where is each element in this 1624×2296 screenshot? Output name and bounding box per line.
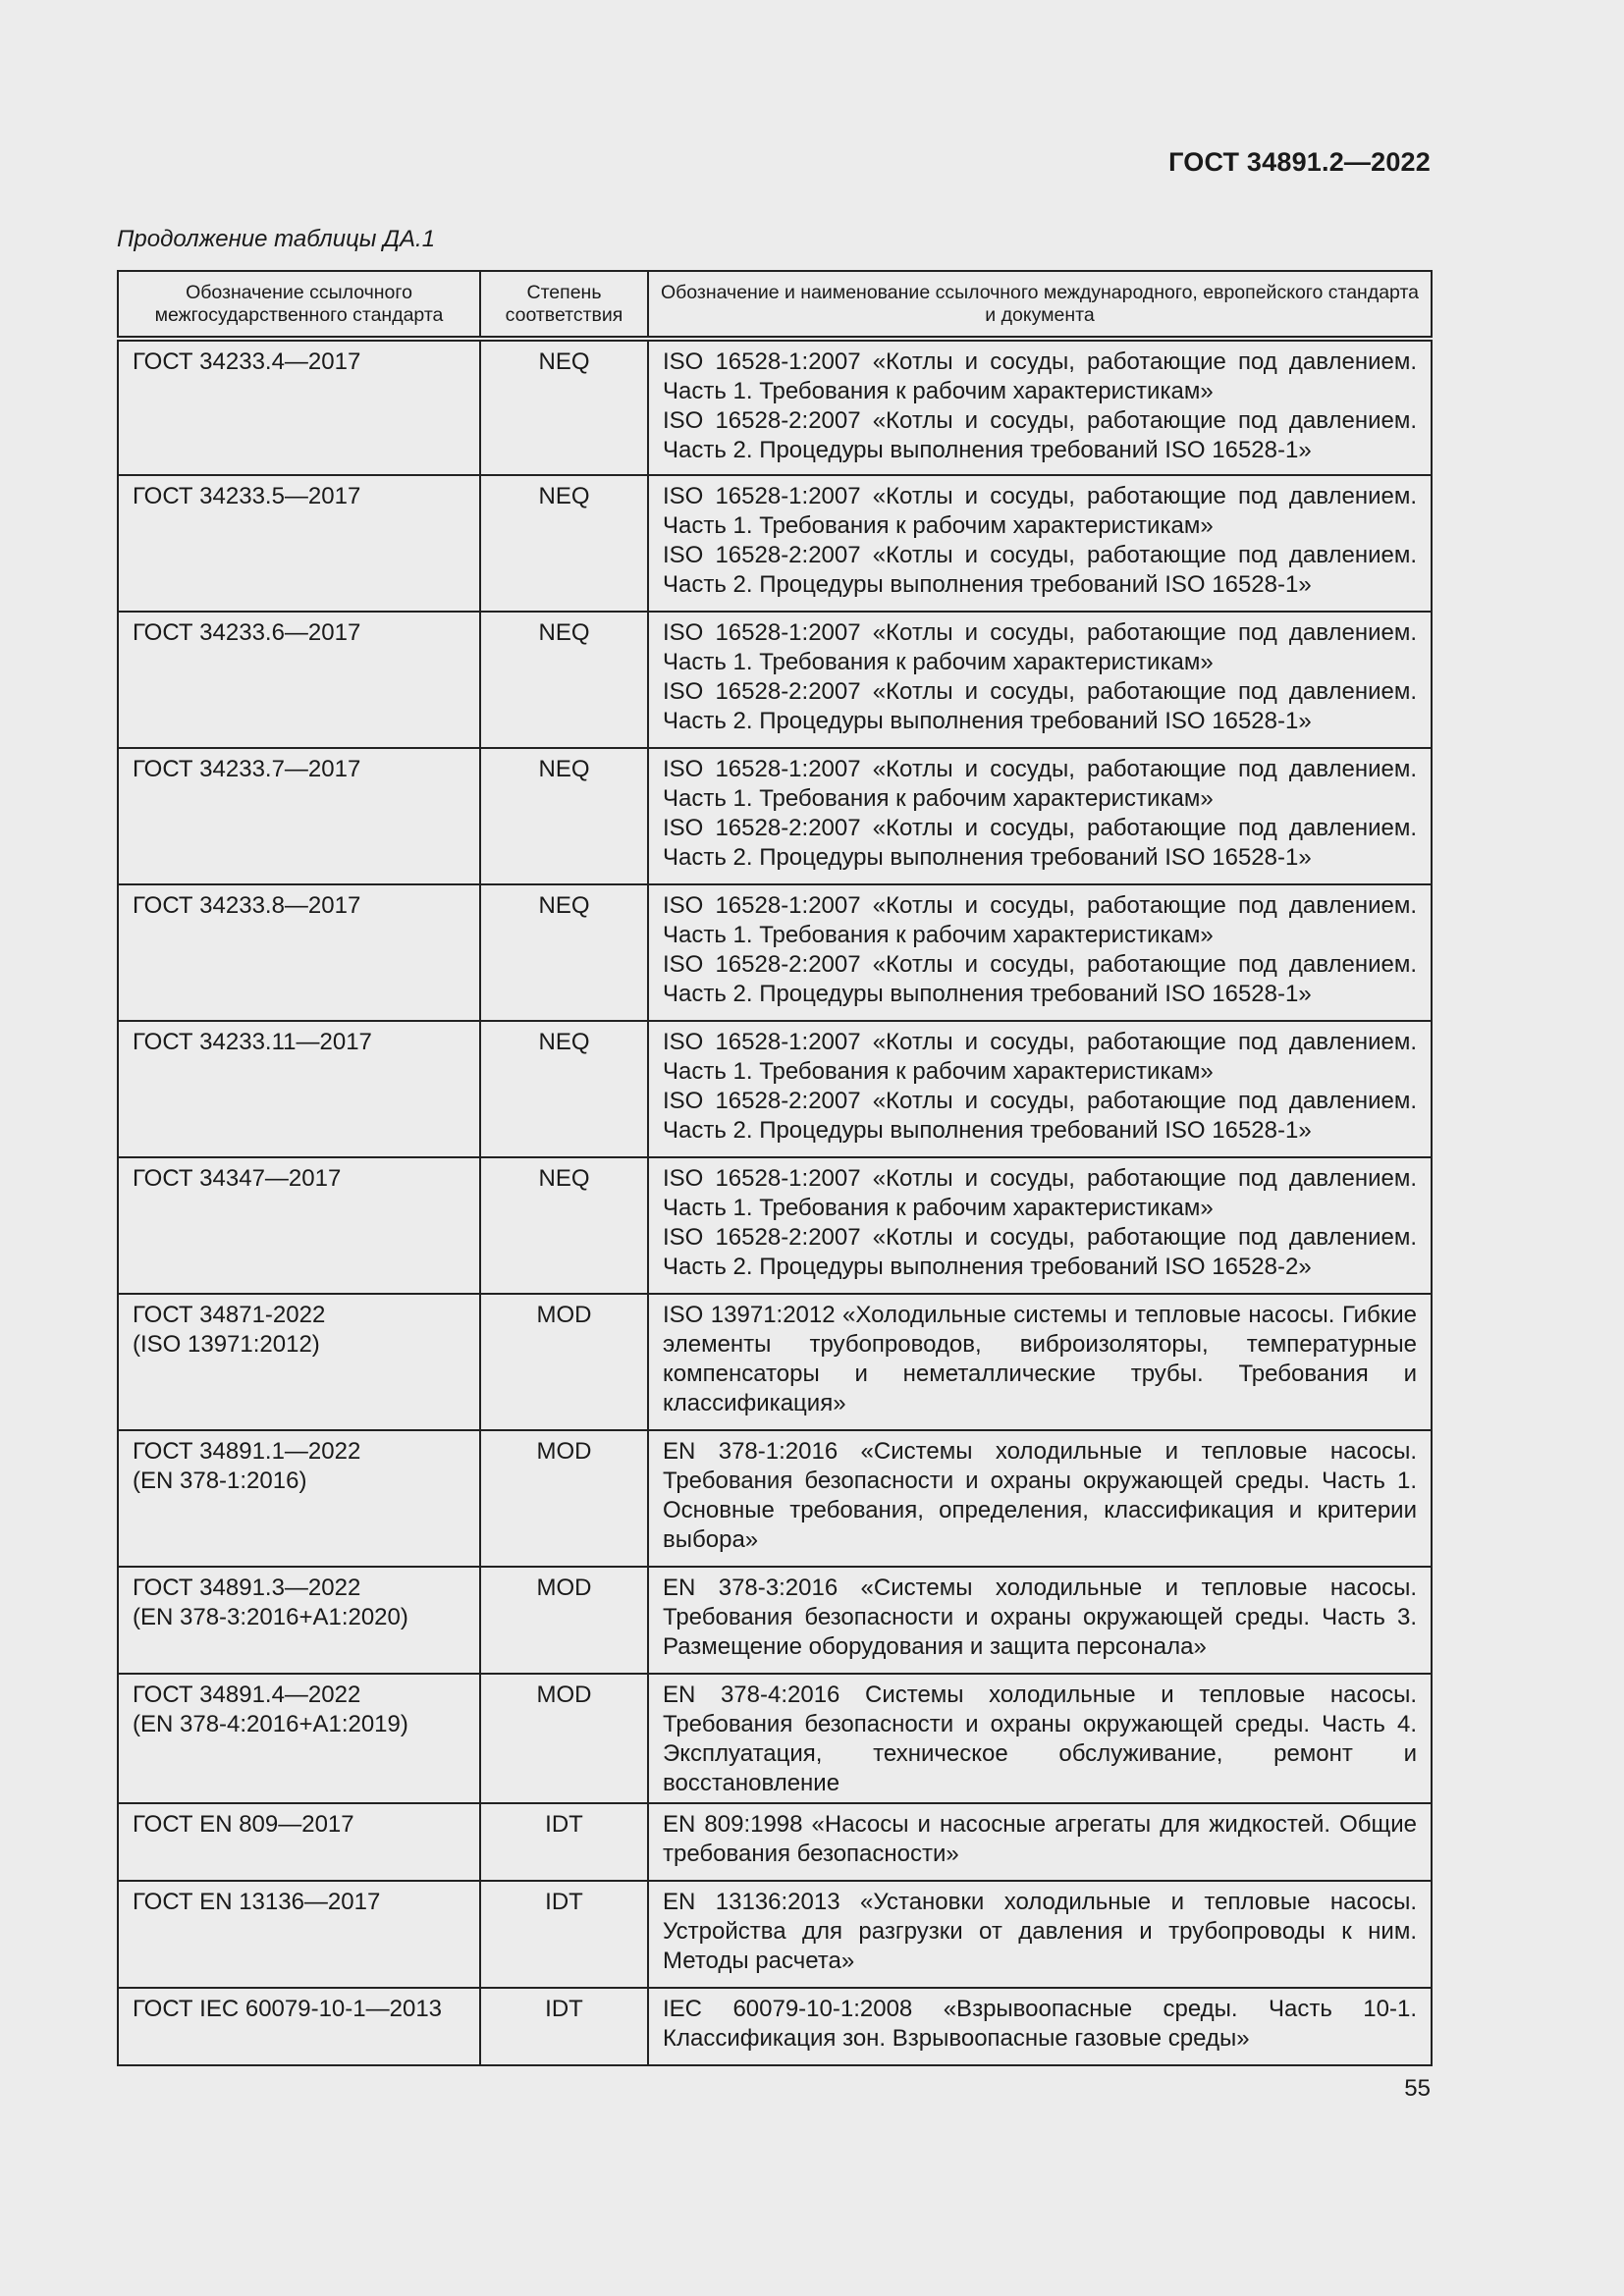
international-standard-title: ISO 16528-1:2007 «Котлы и сосуды, работающие под давлением. Часть 1. Требования к рабочим характеристикам» [663, 1165, 1417, 1221]
table-caption: Продолжение таблицы ДА.1 [117, 226, 436, 252]
compliance-degree-cell: MOD [480, 1430, 648, 1567]
table-row [118, 339, 1432, 475]
international-standard-cell [648, 1988, 1432, 2065]
table-body [118, 339, 1432, 2065]
table-row [118, 1294, 1432, 1430]
gost-designation-cell [118, 339, 480, 475]
gost-designation-cell [118, 1567, 480, 1674]
international-standard-cell [648, 1157, 1432, 1294]
table-row [118, 1803, 1432, 1881]
international-standard-cell [648, 475, 1432, 612]
international-standard-cell [648, 612, 1432, 748]
international-standard-title: EN 378-4:2016 Системы холодильные и тепловые насосы. Требования безопасности и охраны окружающей среды. Часть 4. Эксплуатация, техническое обслуживание, ремонт и восстановление [663, 1682, 1417, 1796]
gost-designation-cell [118, 1157, 480, 1294]
gost-designation: ГОСТ 34891.3—2022 [133, 1575, 361, 1601]
gost-designation: ГОСТ 34871-2022 [133, 1302, 326, 1328]
international-standard-cell [648, 1294, 1432, 1430]
international-standard-title: ISO 16528-2:2007 «Котлы и сосуды, работающие под давлением. Часть 2. Процедуры выполнения требований ISO 16528-1» [663, 951, 1417, 1007]
gost-designation-cell [118, 1021, 480, 1157]
international-standard-title: EN 378-3:2016 «Системы холодильные и тепловые насосы. Требования безопасности и охраны окружающей среды. Часть 3. Размещение оборудования и защита персонала» [663, 1575, 1417, 1660]
international-standard-cell [648, 339, 1432, 475]
international-standard-title: EN 13136:2013 «Установки холодильные и тепловые насосы. Устройства для разгрузки от давления и трубопроводы к ним. Методы расчета» [663, 1889, 1417, 1974]
international-standard-title: ISO 16528-1:2007 «Котлы и сосуды, работающие под давлением. Часть 1. Требования к рабочим характеристикам» [663, 756, 1417, 812]
international-standard-title: IEC 60079-10-1:2008 «Взрывоопасные среды. Часть 10-1. Классификация зон. Взрывоопасные газовые среды» [663, 1996, 1417, 2052]
column-header-degree: Степень соответствия [480, 271, 648, 339]
gost-designation: ГОСТ EN 13136—2017 [133, 1889, 381, 1915]
international-standard-cell [648, 748, 1432, 884]
table-row [118, 748, 1432, 884]
international-standard-title: ISO 16528-2:2007 «Котлы и сосуды, работающие под давлением. Часть 2. Процедуры выполнения требований ISO 16528-2» [663, 1224, 1417, 1280]
table-row [118, 1021, 1432, 1157]
gost-designation: ГОСТ 34891.4—2022 [133, 1682, 361, 1708]
table-row [118, 1988, 1432, 2065]
gost-designation: ГОСТ 34233.11—2017 [133, 1029, 372, 1055]
gost-designation-cell [118, 1803, 480, 1881]
international-standard-title: ISO 16528-2:2007 «Котлы и сосуды, работающие под давлением. Часть 2. Процедуры выполнения требований ISO 16528-1» [663, 678, 1417, 734]
gost-designation-cell [118, 1430, 480, 1567]
international-standard-cell [648, 1803, 1432, 1881]
gost-designation: ГОСТ 34233.5—2017 [133, 483, 361, 509]
compliance-degree-cell: MOD [480, 1567, 648, 1674]
international-standard-title: EN 809:1998 «Насосы и насосные агрегаты для жидкостей. Общие требования безопасности» [663, 1811, 1417, 1867]
compliance-degree-cell: NEQ [480, 748, 648, 884]
gost-designation: ГОСТ 34233.4—2017 [133, 348, 361, 375]
gost-designation: ГОСТ 34347—2017 [133, 1165, 342, 1192]
column-header-international: Обозначение и наименование ссылочного международного, европейского стандарта и документа [648, 271, 1432, 339]
gost-designation-cell [118, 748, 480, 884]
gost-designation-cell [118, 1988, 480, 2065]
table-row [118, 1430, 1432, 1567]
international-standard-cell [648, 884, 1432, 1021]
compliance-degree-cell: MOD [480, 1294, 648, 1430]
column-header-gost: Обозначение ссылочного межгосударственного стандарта [118, 271, 480, 339]
compliance-degree-cell: IDT [480, 1803, 648, 1881]
table-row [118, 612, 1432, 748]
gost-designation-cell [118, 1881, 480, 1988]
international-standard-title: ISO 16528-1:2007 «Котлы и сосуды, работающие под давлением. Часть 1. Требования к рабочим характеристикам» [663, 892, 1417, 948]
document-code: ГОСТ 34891.2—2022 [1168, 147, 1431, 177]
compliance-degree-cell: NEQ [480, 612, 648, 748]
gost-designation-cell [118, 1294, 480, 1430]
international-standard-cell [648, 1881, 1432, 1988]
international-standard-title: ISO 13971:2012 «Холодильные системы и тепловые насосы. Гибкие элементы трубопроводов, виброизоляторы, температурные компенсаторы и неметаллические трубы. Требования и классификация» [663, 1302, 1417, 1416]
table-row [118, 475, 1432, 612]
gost-designation: ГОСТ 34233.8—2017 [133, 892, 361, 919]
gost-designation: (ISO 13971:2012) [133, 1331, 320, 1358]
gost-designation-cell [118, 475, 480, 612]
international-standard-title: ISO 16528-2:2007 «Котлы и сосуды, работающие под давлением. Часть 2. Процедуры выполнения требований ISO 16528-1» [663, 407, 1417, 463]
international-standard-title: ISO 16528-2:2007 «Котлы и сосуды, работающие под давлением. Часть 2. Процедуры выполнения требований ISO 16528-1» [663, 1088, 1417, 1144]
compliance-degree-cell: NEQ [480, 884, 648, 1021]
international-standard-cell [648, 1021, 1432, 1157]
page-number: 55 [1404, 2075, 1431, 2102]
table-row [118, 884, 1432, 1021]
gost-designation: ГОСТ 34891.1—2022 [133, 1438, 361, 1465]
compliance-degree-cell: NEQ [480, 475, 648, 612]
compliance-degree-cell: MOD [480, 1674, 648, 1803]
international-standard-title: ISO 16528-1:2007 «Котлы и сосуды, работающие под давлением. Часть 1. Требования к рабочим характеристикам» [663, 1029, 1417, 1085]
gost-designation: ГОСТ 34233.7—2017 [133, 756, 361, 782]
gost-designation: ГОСТ 34233.6—2017 [133, 619, 361, 646]
international-standard-title: ISO 16528-1:2007 «Котлы и сосуды, работающие под давлением. Часть 1. Требования к рабочим характеристикам» [663, 348, 1417, 404]
gost-designation: (EN 378-1:2016) [133, 1468, 307, 1494]
reference-standards-table [117, 270, 1433, 2066]
compliance-degree-cell: NEQ [480, 1157, 648, 1294]
gost-designation-cell [118, 1674, 480, 1803]
international-standard-title: ISO 16528-1:2007 «Котлы и сосуды, работающие под давлением. Часть 1. Требования к рабочим характеристикам» [663, 483, 1417, 539]
table-row [118, 1567, 1432, 1674]
international-standard-title: ISO 16528-2:2007 «Котлы и сосуды, работающие под давлением. Часть 2. Процедуры выполнения требований ISO 16528-1» [663, 542, 1417, 598]
gost-designation: ГОСТ EN 809—2017 [133, 1811, 354, 1838]
international-standard-title: EN 378-1:2016 «Системы холодильные и тепловые насосы. Требования безопасности и охраны окружающей среды. Часть 1. Основные требования, определения, классификация и критерии выбора» [663, 1438, 1417, 1553]
gost-designation: ГОСТ IEC 60079-10-1—2013 [133, 1996, 443, 2022]
international-standard-cell [648, 1567, 1432, 1674]
international-standard-cell [648, 1430, 1432, 1567]
international-standard-title: ISO 16528-1:2007 «Котлы и сосуды, работающие под давлением. Часть 1. Требования к рабочим характеристикам» [663, 619, 1417, 675]
table-row [118, 1157, 1432, 1294]
table-row [118, 1674, 1432, 1803]
compliance-degree-cell: IDT [480, 1881, 648, 1988]
gost-designation: (EN 378-4:2016+A1:2019) [133, 1711, 408, 1737]
compliance-degree-cell: IDT [480, 1988, 648, 2065]
table-row [118, 1881, 1432, 1988]
compliance-degree-cell: NEQ [480, 339, 648, 475]
international-standard-title: ISO 16528-2:2007 «Котлы и сосуды, работающие под давлением. Часть 2. Процедуры выполнения требований ISO 16528-1» [663, 815, 1417, 871]
gost-designation: (EN 378-3:2016+A1:2020) [133, 1604, 408, 1630]
table-header-row [118, 271, 1432, 339]
compliance-degree-cell: NEQ [480, 1021, 648, 1157]
gost-designation-cell [118, 884, 480, 1021]
gost-designation-cell [118, 612, 480, 748]
international-standard-cell [648, 1674, 1432, 1803]
